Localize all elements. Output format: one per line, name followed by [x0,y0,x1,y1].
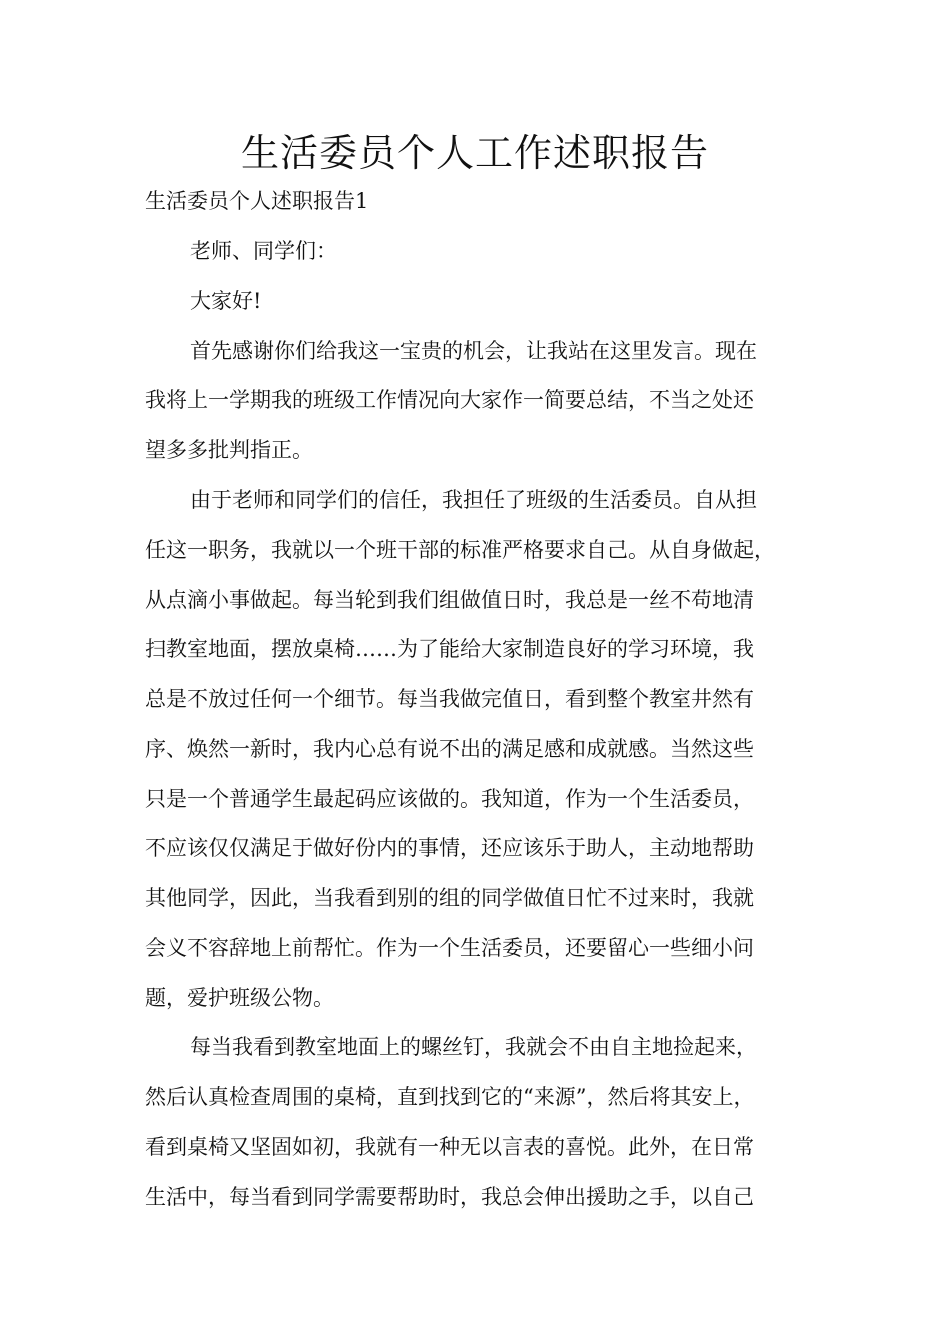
body-line: 题，爱护班级公物。 [145,986,334,1010]
body-line: 任这一职务，我就以一个班干部的标准严格要求自己。从自身做起， [145,538,775,562]
body-line: 序、焕然一新时，我内心总有说不出的满足感和成就感。当然这些 [145,737,754,761]
body-line: 总是不放过任何一个细节。每当我做完值日，看到整个教室井然有 [145,687,754,711]
body-line: 由于老师和同学们的信任，我担任了班级的生活委员。自从担 [190,488,757,512]
body-line: 会义不容辞地上前帮忙。作为一个生活委员，还要留心一些细小问 [145,936,754,960]
body-line: 首先感谢你们给我这一宝贵的机会，让我站在这里发言。现在 [190,339,757,363]
document-title: 生活委员个人工作述职报告 [240,131,709,175]
salutation-line: 老师、同学们： [190,239,337,263]
document-subtitle: 生活委员个人述职报告1 [145,189,369,213]
body-line: 生活中，每当看到同学需要帮助时，我总会伸出援助之手，以自己 [145,1185,754,1209]
greeting-line: 大家好! [190,289,262,313]
body-line: 其他同学，因此，当我看到别的组的同学做值日忙不过来时，我就 [145,886,754,910]
body-line: 不应该仅仅满足于做好份内的事情，还应该乐于助人，主动地帮助 [145,836,754,860]
body-line: 扫教室地面，摆放桌椅……为了能给大家制造良好的学习环境，我 [145,637,754,661]
body-line: 我将上一学期我的班级工作情况向大家作一简要总结，不当之处还 [145,388,754,412]
body-line: 只是一个普通学生最起码应该做的。我知道，作为一个生活委员， [145,787,754,811]
body-line: 每当我看到教室地面上的螺丝钉，我就会不由自主地捡起来， [190,1035,757,1059]
body-line: 从点滴小事做起。每当轮到我们组做值日时，我总是一丝不苟地清 [145,588,754,612]
body-line: 然后认真检查周围的桌椅，直到找到它的“来源”，然后将其安上， [145,1085,755,1109]
body-line: 望多多批判指正。 [145,438,313,462]
body-line: 看到桌椅又坚固如初，我就有一种无以言表的喜悦。此外，在日常 [145,1135,754,1159]
